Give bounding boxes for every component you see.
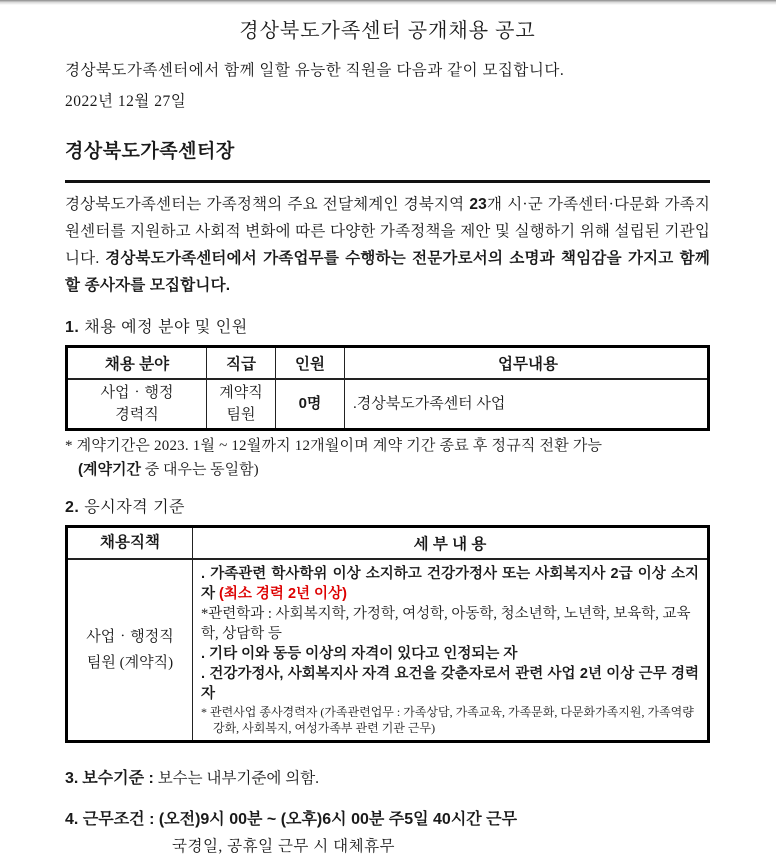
col-header-position: 채용직책: [67, 527, 193, 560]
qualification-table-data-row: [67, 559, 709, 742]
col-header-field: 채용 분야: [67, 347, 207, 380]
cell-grade-line1: 계약직: [219, 385, 263, 401]
announcement-date: 2022년 12월 27일: [65, 93, 187, 110]
section3-line: [65, 765, 710, 788]
recruitment-table-data-row: [67, 379, 709, 430]
col-header-details: 세 부 내 용: [193, 527, 709, 560]
signer-heading: 경상북도가족센터장: [65, 141, 235, 162]
cell-count: 0명: [276, 379, 345, 430]
cell-position-line2: 팀원 (계약직): [86, 655, 174, 671]
detail-item-related-work: * 관련사업 종사경력자 (가족관련업무 : 가족상담, 가족교육, 가족문화, 다문화가족지원, 가족역량강화, 사회복지, 여성가족부 관련 기관 근무): [201, 705, 694, 735]
section4-text: 근무조건 : (오전)9시 00분 ~ (오후)6시 00분 주5일 40시간 근무: [82, 811, 518, 828]
about-part2: 개 시·군 가족센터·다문화 가족지원센터를 지원하고 사회적 변화에 따른 다양한 가족정책을 제안 및 실행하기 위해 설립된 기관입니다.: [65, 196, 711, 267]
section3-title: 보수기준 :: [82, 770, 154, 787]
col-header-grade: 직급: [207, 347, 276, 380]
section4-number: 4.: [65, 811, 79, 828]
section1-number: 1.: [65, 319, 80, 336]
horizontal-rule: [65, 180, 710, 183]
col-header-count: 인원: [276, 347, 345, 380]
cell-grade: [207, 379, 276, 430]
section3-number: 3.: [65, 770, 79, 787]
about-emphasis: 경상북도가족센터에서 가족업무를 수행하는 전문가로서의 소명과 책임감을 가지고 함께 할 종사자를 모집합니다.: [65, 250, 711, 294]
recruitment-table-header-row: [67, 347, 709, 380]
document-title: 경상북도가족센터 공개채용 공고: [239, 20, 536, 42]
section1-heading: [65, 314, 710, 337]
detail-item-degree: . 가족관련 학사학위 이상 소지하고 건강가정사 또는 사회복지사 2급 이상 소지자 (최소 경력 2년 이상): [201, 566, 699, 602]
cell-details: [193, 559, 709, 742]
cell-field-line1: 사업‧행정: [100, 385, 174, 401]
section2-number: 2.: [65, 499, 80, 516]
contract-note2-rest: 중 대우는 동일함): [140, 462, 259, 478]
detail-item-majors: *관련학과 : 사회복지학, 가정학, 여성학, 아동학, 청소년학, 노년학, 보육학, 교육학, 상담학 등: [201, 606, 691, 642]
contract-note1: * 계약기간은 2023. 1월 ~ 12월까지 12개월이며 계약 기간 종료 후 정규직 전환 가능: [65, 438, 603, 454]
section4-line: [65, 806, 710, 829]
col-header-duty: 업무내용: [345, 347, 709, 380]
section1-title: 채용 예정 분야 및 인원: [84, 319, 248, 336]
about-part1: 경상북도가족센터는 가족정책의 주요 전달체계인 경북지역: [65, 196, 470, 213]
cell-duty: .경상북도가족센터 사업: [345, 379, 709, 430]
section4-subline: 국경일, 공휴일 근무 시 대체휴무: [172, 838, 396, 855]
cell-position-line1: 사업‧행정직: [86, 629, 174, 645]
cell-grade-line2: 팀원: [226, 407, 256, 423]
contract-note2: [65, 458, 710, 479]
section3-text: 보수는 내부기준에 의함.: [153, 770, 320, 787]
intro-text: 경상북도가족센터에서 함께 일할 유능한 직원을 다음과 같이 모집합니다.: [65, 62, 565, 79]
cell-field: [67, 379, 207, 430]
about-count: 23: [469, 196, 488, 213]
section2-title: 응시자격 기준: [84, 499, 185, 516]
detail-item-license: . 건강가정사, 사회복지사 자격 요건을 갖춘자로서 관련 사업 2년 이상 근무 경력자: [201, 666, 699, 702]
cell-field-line2: 경력직: [115, 407, 159, 423]
recruitment-table: [65, 345, 710, 431]
cell-position: [67, 559, 193, 742]
detail-item-equivalent: . 기타 이와 동등 이상의 자격이 있다고 인정되는 자: [201, 646, 518, 662]
about-paragraph: [65, 191, 710, 299]
qualification-table: [65, 525, 710, 743]
contract-note2-bold: (계약기간: [78, 461, 141, 478]
section2-heading: [65, 494, 710, 517]
qualification-table-header-row: [67, 527, 709, 560]
detail-min-career-red: (최소 경력 2년 이상): [219, 586, 347, 602]
